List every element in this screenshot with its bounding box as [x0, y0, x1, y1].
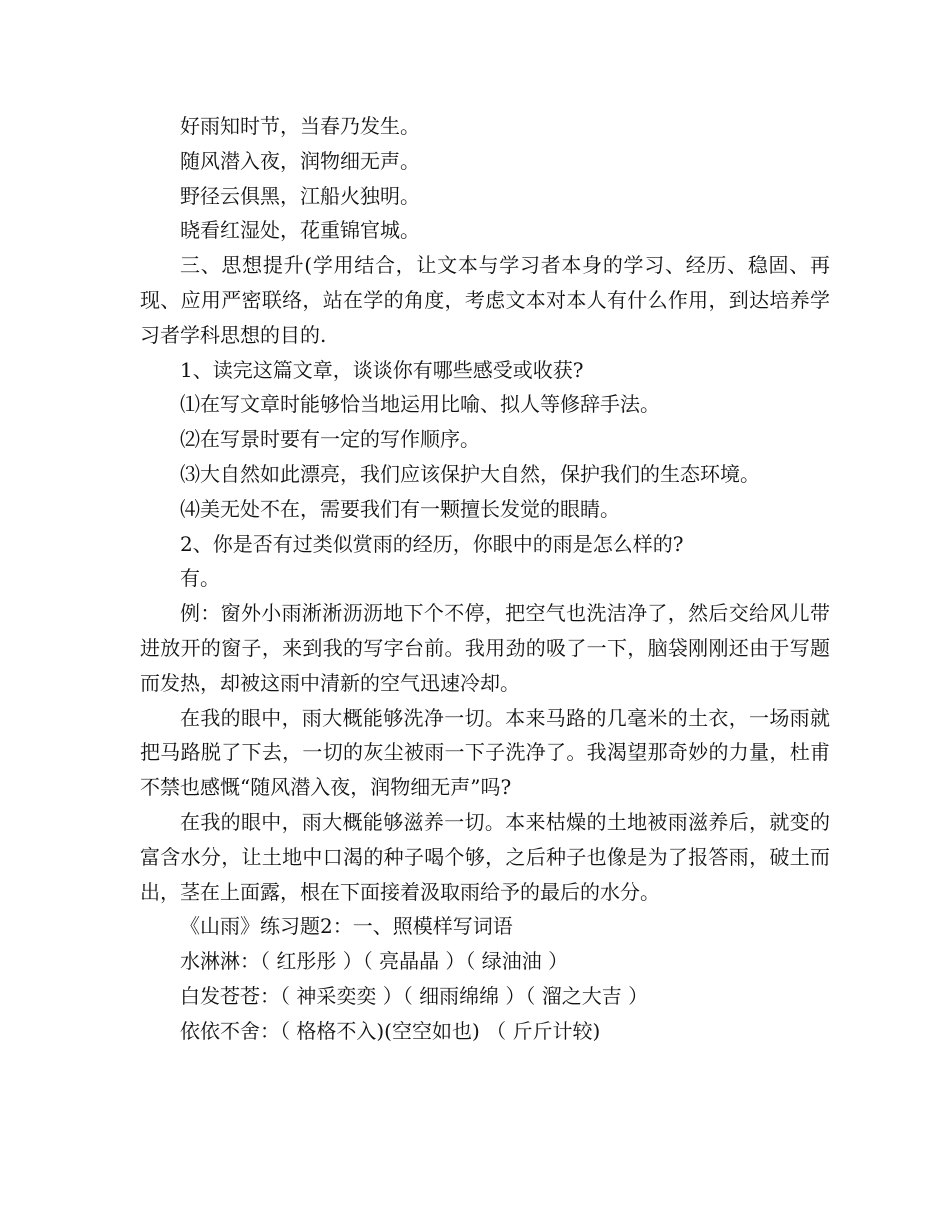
section-heading-thinking: 三、思想提升(学用结合，让文本与学习者本身的学习、经历、稳固、再现、应用严密联络，站在学的角度，考虑文本对本人有什么作用，到达培养学习者学科思想的目的.: [140, 253, 830, 347]
answer-item-4: ⑷美无处不在，需要我们有一颗擅长发觉的眼睛。: [180, 496, 620, 521]
body-paragraph-wash: 在我的眼中，雨大概能够洗净一切。本来马路的几毫米的土衣，一场雨就把马路脱了下去，一切的灰尘被雨一下子洗净了。我渴望那奇妙的力量，杜甫不禁也感慨“随风潜入夜，润物细无声”吗?: [140, 705, 830, 800]
poem-line-1: 好雨知时节，当春乃发生。: [180, 114, 420, 138]
document-body: [140, 109, 830, 1049]
exercise-heading: 《山雨》练习题2：一、照模样写词语: [180, 914, 513, 939]
answer-yes: 有。: [180, 566, 220, 591]
poem-line-4: 晓看红湿处，花重锦官城。: [180, 218, 420, 243]
exercise-line-1: 水淋淋：（ 红彤彤 ）（ 亮晶晶 ）（ 绿油油 ）: [180, 949, 569, 974]
answer-item-3: ⑶大自然如此漂亮，我们应该保护大自然，保护我们的生态环境。: [180, 461, 760, 486]
question-2: 2、你是否有过类似赏雨的经历，你眼中的雨是怎么样的?: [180, 531, 684, 556]
question-1: 1、读完这篇文章，谈谈你有哪些感受或收获?: [180, 357, 584, 382]
poem-line-2: 随风潜入夜，润物细无声。: [180, 148, 420, 173]
exercise-line-2: 白发苍苍：（ 神采奕奕 ）（ 细雨绵绵 ）（ 溜之大吉 ）: [180, 983, 649, 1008]
answer-item-2: ⑵在写景时要有一定的写作顺序。: [180, 427, 480, 452]
poem-line-3: 野径云俱黑，江船火独明。: [180, 183, 420, 208]
exercise-line-3: 依依不舍：（ 格格不入)(空空如也) （ 斤斤计较): [180, 1018, 601, 1043]
body-paragraph-nourish: 在我的眼中，雨大概能够滋养一切。本来枯燥的土地被雨滋养后，就变的富含水分，让土地中口渴的种子喝个够，之后种子也像是为了报答雨，破土而出，茎在上面露，根在下面接着汲取雨给予的最后的水分。: [140, 809, 830, 904]
example-paragraph: 例：窗外小雨淅淅沥沥地下个不停，把空气也洗洁净了，然后交给风儿带进放开的窗子，来到我的写字台前。我用劲的吸了一下，脑袋刚刚还由于写题而发热，却被这雨中清新的空气迅速冷却。: [140, 601, 830, 695]
answer-item-1: ⑴在写文章时能够恰当地运用比喻、拟人等修辞手法。: [180, 392, 660, 417]
